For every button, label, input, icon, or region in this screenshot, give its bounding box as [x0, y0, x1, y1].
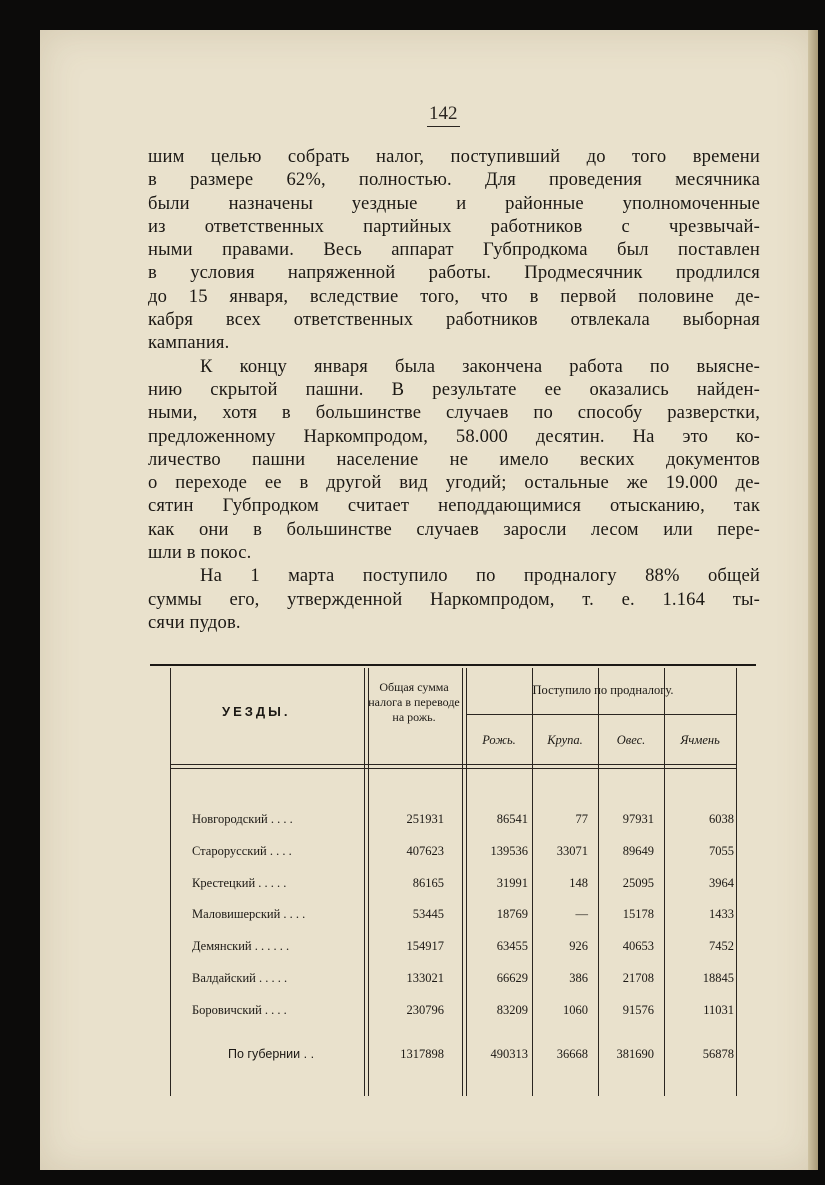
cell-barley: 56878 [702, 1047, 734, 1061]
text-line: кампания. [148, 332, 230, 354]
district-name: Маловишерский . . . . [192, 907, 306, 922]
cell-barley: 7055 [709, 843, 734, 858]
text-line: сятин Губпродком считает неподдающимися отысканию, так [148, 495, 760, 517]
table-total-row [150, 1047, 756, 1069]
text-line: шли в покос. [148, 542, 252, 564]
cell-total: 230796 [406, 1002, 444, 1017]
district-name: Новгородский . . . . [192, 812, 293, 826]
text-line: из ответственных партийных работников с чрезвычай- [148, 215, 760, 237]
cell-oats: 15178 [622, 907, 654, 922]
table-header-districts: УЕЗДЫ. [222, 704, 291, 719]
district-name: Крестецкий . . . . . [192, 875, 287, 890]
cell-rye: 31991 [496, 875, 528, 890]
text-line: в условия напряженной работы. Продмесячник продлился [148, 262, 760, 284]
paragraph [148, 355, 760, 565]
cell-rye: 63455 [496, 939, 528, 954]
cell-groats: 33071 [556, 843, 588, 858]
cell-total: 251931 [406, 812, 444, 826]
page-number: 142 [427, 103, 460, 127]
cell-total: 154917 [406, 939, 444, 954]
text-line: как они в большинстве случаев заросли лесом или пере- [148, 518, 760, 540]
text-line: шим целью собрать налог, поступивший до того времени [148, 146, 760, 167]
text-line: кабря всех ответственных работников отвлекала выборная [148, 309, 760, 331]
cell-groats: 386 [569, 971, 588, 985]
cell-rye: 86541 [496, 812, 528, 826]
cell-groats: 1060 [563, 1002, 588, 1017]
cell-oats: 25095 [622, 875, 654, 890]
book-spine [808, 30, 818, 1170]
cell-total: 407623 [406, 843, 444, 858]
cell-barley: 11031 [703, 1002, 734, 1017]
paragraph [148, 145, 760, 355]
cell-barley: 1433 [709, 907, 734, 922]
cell-oats: 91576 [622, 1002, 654, 1017]
text-line: предложенному Наркомпродом, 58.000 десятин. На это ко- [148, 425, 760, 447]
table-top-rule [150, 664, 756, 666]
table-header-total: Общая сумма налога в переводе на рожь. [368, 680, 460, 724]
table-row [150, 971, 756, 993]
cell-total: 133021 [406, 971, 444, 985]
cell-rye: 490313 [490, 1047, 528, 1061]
cell-rye: 66629 [496, 971, 528, 985]
text-line: К концу января была закончена работа по выясне- [200, 355, 760, 377]
table-row [150, 907, 756, 929]
district-name: По губернии . . [228, 1047, 315, 1061]
paragraph [148, 564, 760, 634]
text-line: сячи пудов. [148, 611, 241, 633]
table-header-rule [170, 764, 736, 765]
cell-total: 53445 [412, 907, 444, 922]
district-name: Валдайский . . . . . [192, 971, 288, 985]
table-subheader-rule [466, 714, 736, 715]
text-line: суммы его, утвержденной Наркомпродом, т. е. 1.164 ты- [148, 588, 760, 610]
cell-rye: 83209 [496, 1002, 528, 1017]
table-row [150, 844, 756, 866]
cell-barley: 18845 [702, 971, 734, 985]
cell-oats: 381690 [616, 1047, 654, 1061]
text-line: ными, хотя в большинстве случаев по способу разверстки, [148, 402, 760, 424]
cell-oats: 21708 [622, 971, 654, 985]
cell-barley: 7452 [709, 939, 734, 954]
table-header-groats: Крупа. [547, 733, 583, 747]
text-line: в размере 62%, полностью. Для проведения месячника [148, 169, 760, 191]
cell-rye: 139536 [490, 843, 528, 858]
text-line: до 15 января, вследствие того, что в первой половине де- [148, 285, 760, 307]
cell-barley: 3964 [709, 875, 734, 890]
table-header-received: Поступило по продналогу. [532, 683, 674, 697]
cell-rye: 18769 [496, 907, 528, 922]
table-row [150, 812, 756, 834]
text-line: На 1 марта поступило по продналогу 88% общей [200, 565, 760, 587]
cell-oats: 97931 [622, 812, 654, 826]
cell-total: 86165 [412, 875, 444, 890]
text-line: были назначены уездные и районные уполномоченные [148, 192, 760, 214]
cell-barley: 6038 [709, 812, 734, 826]
body-text [148, 145, 760, 634]
text-line: личество пашни население не имело веских документов [148, 448, 760, 470]
text-line: нию скрытой пашни. В результате ее оказались найден- [148, 378, 760, 400]
table-header-rye: Рожь. [482, 733, 516, 747]
text-line: ными правами. Весь аппарат Губпродкома был поставлен [148, 239, 760, 261]
cell-groats: 77 [575, 812, 588, 826]
text-line: о переходе ее в другой вид угодий; остальные же 19.000 де- [148, 472, 760, 494]
cell-oats: 40653 [622, 939, 654, 954]
table-header-rule-double [170, 768, 736, 769]
cell-groats: 148 [569, 875, 588, 890]
district-name: Демянский . . . . . . [192, 939, 290, 954]
district-name: Боровичский . . . . [192, 1002, 287, 1017]
cell-groats: — [575, 907, 588, 922]
table-row [150, 939, 756, 961]
cell-oats: 89649 [622, 843, 654, 858]
cell-groats: 926 [569, 939, 588, 954]
district-name: Старорусский . . . . [192, 843, 292, 858]
table-row [150, 876, 756, 898]
cell-groats: 36668 [556, 1047, 588, 1061]
cell-total: 1317898 [400, 1047, 444, 1061]
table-header-barley: Ячмень [680, 733, 720, 747]
table-row [150, 1003, 756, 1025]
table-header-oats: Овес. [616, 733, 646, 747]
